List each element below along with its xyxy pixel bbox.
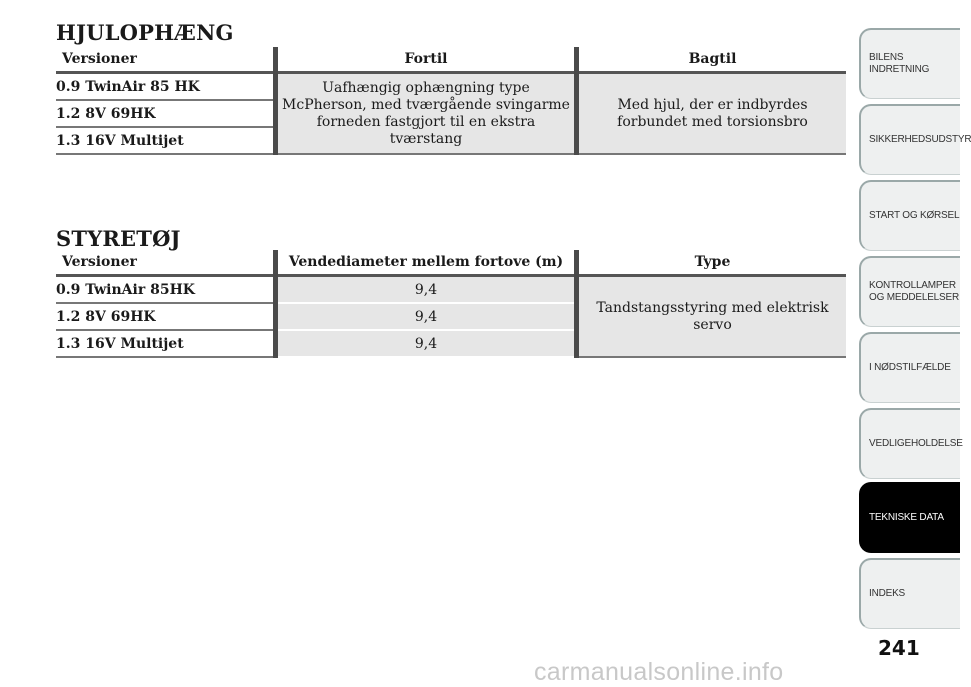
page-number: 241	[878, 636, 920, 660]
table-row	[56, 276, 846, 304]
tab-sikkerhedsudstyr[interactable]: SIKKERHEDSUDSTYR	[859, 104, 960, 175]
diameter-cell: 9,4	[276, 276, 577, 304]
suspension-title: HJULOPHÆNG	[56, 20, 234, 45]
front-suspension-cell: Uafhængig ophængning type McPherson, med tværgående svingarme forneden fastgjort til en ekstra tværstang	[276, 73, 577, 155]
table-header-row	[56, 47, 846, 73]
steering-title: STYRETØJ	[56, 226, 181, 251]
version-cell: 1.3 16V Multijet	[56, 127, 276, 154]
header-turning-diameter: Vendediameter mellem fortove (m)	[276, 250, 577, 276]
table-row	[56, 73, 846, 101]
tab-vedligeholdelse[interactable]: VEDLIGEHOLDELSE	[859, 408, 960, 479]
steering-type-cell: Tandstangsstyring med elektrisk servo	[577, 276, 847, 358]
tab-tekniske-data[interactable]: TEKNISKE DATA	[859, 482, 960, 553]
watermark: carmanualsonline.info	[534, 658, 784, 686]
tab-indeks[interactable]: INDEKS	[859, 558, 960, 629]
table-header-row	[56, 250, 846, 276]
rear-suspension-cell: Med hjul, der er indbyrdes forbundet med torsionsbro	[577, 73, 847, 155]
header-rear: Bagtil	[577, 47, 847, 73]
version-cell: 1.2 8V 69HK	[56, 303, 276, 330]
tab-kontrollamper[interactable]: KONTROLLAMPER OG MEDDELELSER	[859, 256, 960, 327]
version-cell: 1.3 16V Multijet	[56, 330, 276, 357]
header-versions: Versioner	[56, 250, 276, 276]
tab-start-og-korsel[interactable]: START OG KØRSEL	[859, 180, 960, 251]
header-type: Type	[577, 250, 847, 276]
header-versions: Versioner	[56, 47, 276, 73]
version-cell: 1.2 8V 69HK	[56, 100, 276, 127]
suspension-table	[56, 47, 846, 155]
tab-i-nodstilfaelde[interactable]: I NØDSTILFÆLDE	[859, 332, 960, 403]
version-cell: 0.9 TwinAir 85HK	[56, 276, 276, 304]
header-front: Fortil	[276, 47, 577, 73]
diameter-cell: 9,4	[276, 303, 577, 330]
diameter-cell: 9,4	[276, 330, 577, 357]
tab-bilens-indretning[interactable]: BILENS INDRETNING	[859, 28, 960, 99]
version-cell: 0.9 TwinAir 85 HK	[56, 73, 276, 101]
steering-table	[56, 250, 846, 358]
